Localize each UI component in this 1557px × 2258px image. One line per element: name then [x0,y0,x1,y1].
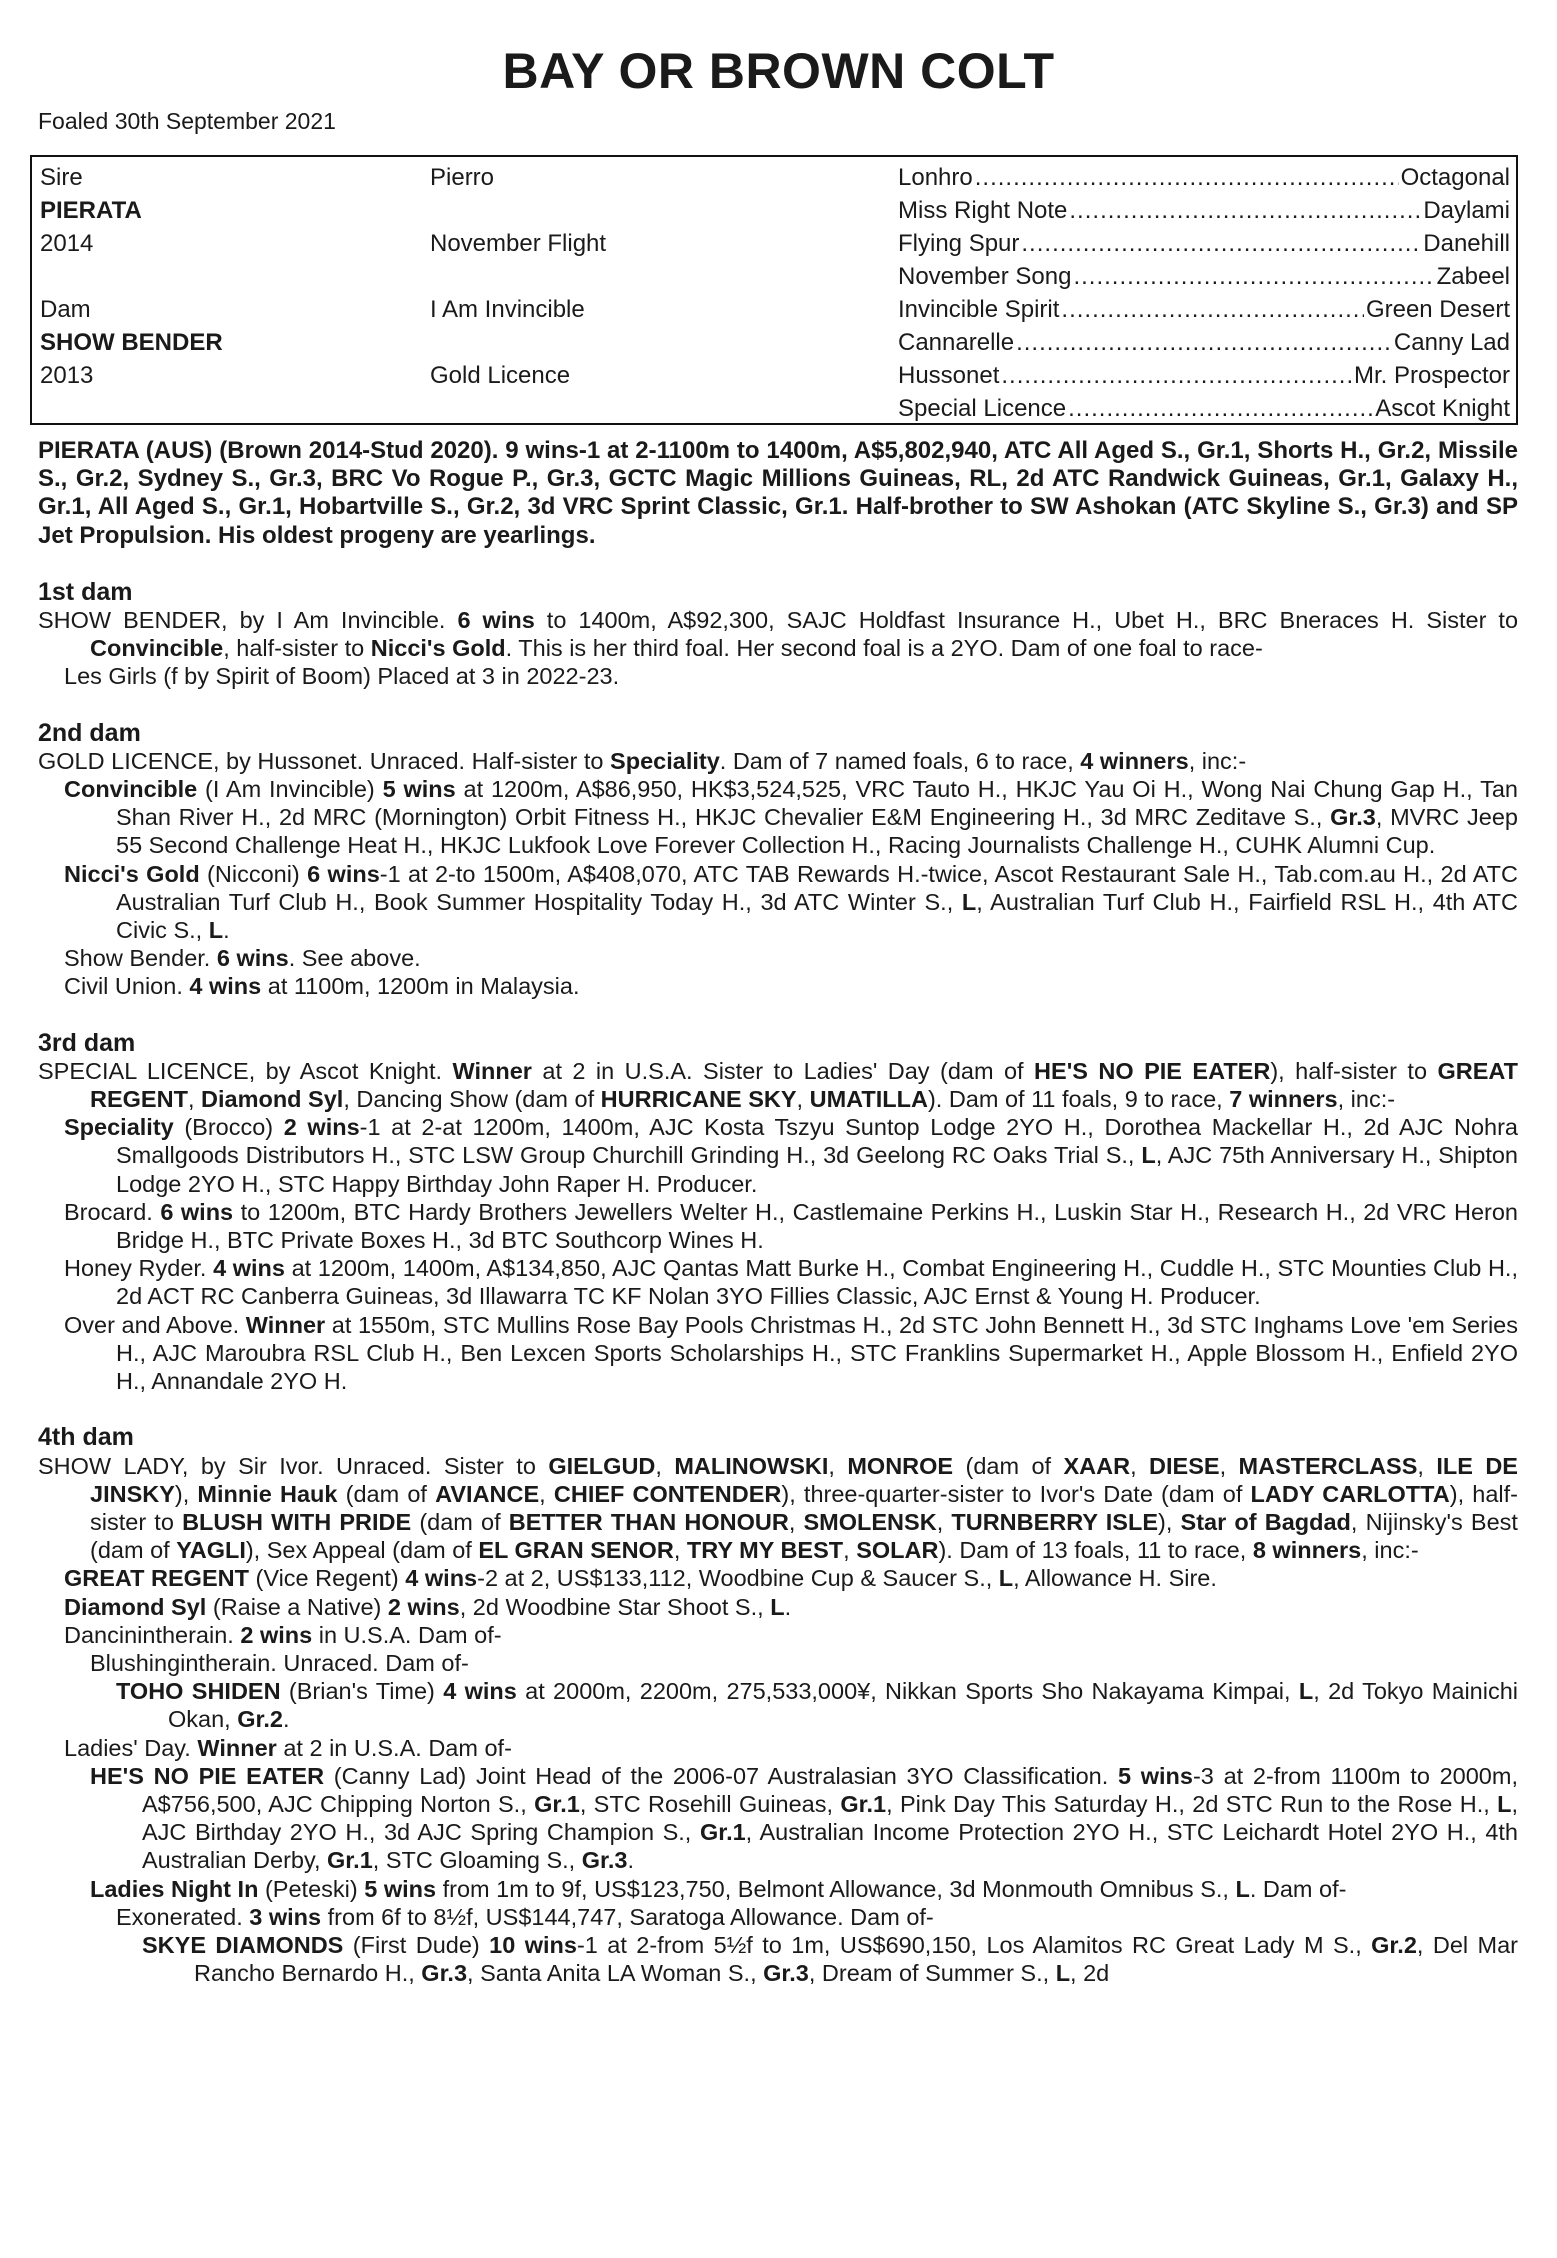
dam3-foal-over-and-above: Over and Above. Winner at 1550m, STC Mullins Rose Bay Pools Christmas H., 2d STC John Bennett H., 3d STC Inghams Love 'em Series H., AJC Maroubra RSL Club H., Ben Lexcen Sports Scholarships H., STC Franklins Supermarket H., Apple Blossom H., Enfield 2YO H., Annandale 2YO H. [64,1311,1518,1395]
dam2-entry: GOLD LICENCE, by Hussonet. Unraced. Half-sister to Speciality. Dam of 7 named foals, 6 to race, 4 winners, inc:- [38,747,1247,774]
sire-year: 2014 [40,230,94,257]
dam1-entry: SHOW BENDER, by I Am Invincible. 6 wins to 1400m, A$92,300, SAJC Holdfast Insurance H., Ubet H., BRC Bneraces H. Sister to Convincible, half-sister to Nicci's Gold. This is her third foal. Her second foal is a 2YO. Dam of one foal to race- [38,607,1519,662]
dam4-foal-ladies-day: Ladies' Day. Winner at 2 in U.S.A. Dam of- [64,1734,512,1761]
dam3-entry: SPECIAL LICENCE, by Ascot Knight. Winner at 2 in U.S.A. Sister to Ladies' Day (dam of HE'S NO PIE EATER), half-sister to GREAT REGENT, Diamond Syl, Dancing Show (dam of HURRICANE SKY, UMATILLA). Dam of 11 foals, 9 to race, 7 winners, inc:- [38,1057,1518,1113]
dam3-foal-honey-ryder: Honey Ryder. 4 wins at 1200m, 1400m, A$134,850, AJC Qantas Matt Burke H., Combat Engineering H., Cuddle H., STC Mounties Club H., 2d ACT RC Canberra Guineas, 3d Illawarra TC KF Nolan 3YO Fillies Classic, AJC Ernst & Young H. Producer. [64,1255,1518,1310]
grandsire-dam: I Am Invincible [430,296,585,323]
sire-name: PIERATA [40,197,142,224]
dam4-foal-diamond-syl: Diamond Syl (Raise a Native) 2 wins, 2d Woodbine Star Shoot S., L. [64,1593,792,1620]
dam4-hes-no-pie-eater: HE'S NO PIE EATER (Canny Lad) Joint Head of the 2006-07 Australasian 3YO Classification. 5 wins-3 at 2-from 1100m to 2000m, A$756,500, AJC Chipping Norton S., Gr.1, STC Rosehill Guineas, Gr.1, Pink Day This Saturday H., 2d STC Run to the Rose H., L, AJC Birthday 2YO H., 3d AJC Spring Champion S., Gr.1, Australian Income Protection 2YO H., STC Leichardt Hotel 2YO H., 4th Australian Derby, Gr.1, STC Gloaming S., Gr.3. [90,1762,1519,1874]
pedigree-col-parents [40,161,450,392]
dam2-foal-civil-union: Civil Union. 4 wins at 1100m, 1200m in Malaysia. [64,973,580,1000]
page-title: BAY OR BROWN COLT [502,43,1055,99]
heading-3rd-dam: 3rd dam [38,1028,136,1057]
dam4-skye-diamonds: SKYE DIAMONDS (First Dude) 10 wins-1 at 2-from 5½f to 1m, US$690,150, Los Alamitos RC Great Lady M S., Gr.2, Del Mar Rancho Bernardo H., Gr.3, Santa Anita LA Woman S., Gr.3, Dream of Summer S., L, 2d [142,1931,1519,1987]
dam-year: 2013 [40,362,94,389]
foaled-date: Foaled 30th September 2021 [38,108,336,134]
dam4-exonerated: Exonerated. 3 wins from 6f to 8½f, US$144,747, Saratoga Allowance. Dam of- [116,1903,934,1930]
dam2-foal-convincible: Convincible (I Am Invincible) 5 wins at 1200m, A$86,950, HK$3,524,525, VRC Tauto H., HKJC Yau Oi H., Wong Nai Chung Gap H., Tan Shan River H., 2d MRC (Mornington) Orbit Fitness H., HKJC Chevalier E&M Engineering H., 3d MRC Zeditave S., Gr.3, MVRC Jeep 55 Second Challenge Heat H., HKJC Lukfook Love Forever Collection H., Racing Journalists Challenge H., CUHK Alumni Cup. [64,776,1518,859]
pedigree-col-great-grandparents [898,161,1510,425]
grandsire-sire: Pierro [430,164,495,191]
dam4-blushingintherain: Blushingintherain. Unraced. Dam of- [90,1649,469,1676]
pedigree-notes [38,437,1518,1987]
dam3-foal-brocard: Brocard. 6 wins to 1200m, BTC Hardy Brothers Jewellers Welter H., Castlemaine Perkins H., Luskin Star H., Research H., 2d VRC Heron Bridge H., BTC Private Boxes H., 3d BTC Southcorp Wines H. [64,1198,1518,1254]
ancestor-row: Flying Spur ..... Danehill [898,227,1510,260]
ancestor-row: November Song ..... Zabeel [898,260,1510,293]
label-dam: Dam [40,296,91,323]
dam1-foal: Les Girls (f by Spirit of Boom) Placed at 3 in 2022-23. [64,663,620,690]
heading-1st-dam: 1st dam [38,577,133,606]
dam2-foal-show-bender: Show Bender. 6 wins. See above. [64,945,421,972]
ancestor-row: Special Licence ..... Ascot Knight [898,392,1510,425]
dam4-foal-great-regent: GREAT REGENT (Vice Regent) 4 wins-2 at 2, US$133,112, Woodbine Cup & Saucer S., L, Allowance H. Sire. [64,1565,1217,1592]
ancestor-row: Miss Right Note ..... Daylami [898,194,1510,227]
heading-2nd-dam: 2nd dam [38,718,141,747]
sire-summary: PIERATA (AUS) (Brown 2014-Stud 2020). 9 wins-1 at 2-1100m to 1400m, A$5,802,940, ATC All Aged S., Gr.1, Shorts H., Gr.2, Missile S., Gr.2, Sydney S., Gr.3, BRC Vo Rogue P., Gr.3, GCTC Magic Millions Guineas, RL, 2d ATC Randwick Guineas, Gr.1, Galaxy H., Gr.1, All Aged S., Gr.1, Hobartville S., Gr.2, 3d VRC Sprint Classic, Gr.1. Half-brother to SW Ashokan (ATC Skyline S., Gr.3) and SP Jet Propulsion. His oldest progeny are yearlings. [38,437,1518,549]
pedigree-table [30,155,1518,425]
dam4-entry: SHOW LADY, by Sir Ivor. Unraced. Sister to GIELGUD, MALINOWSKI, MONROE (dam of XAAR, DIESE, MASTERCLASS, ILE DE JINSKY), Minnie Hauk (dam of AVIANCE, CHIEF CONTENDER), three-quarter-sister to Ivor's Date (dam of LADY CARLOTTA), half-sister to BLUSH WITH PRIDE (dam of BETTER THAN HONOUR, SMOLENSK, TURNBERRY ISLE), Star of Bagdad, Nijinsky's Best (dam of YAGLI), Sex Appeal (dam of EL GRAN SENOR, TRY MY BEST, SOLAR). Dam of 13 foals, 11 to race, 8 winners, inc:- [38,1452,1518,1564]
ancestor-row: Hussonet ..... Mr. Prospector [898,359,1510,392]
dam4-foal-dancinintherain: Dancinintherain. 2 wins in U.S.A. Dam of- [64,1621,502,1648]
dam2-foal-niccis-gold: Nicci's Gold (Nicconi) 6 wins-1 at 2-to 1500m, A$408,070, ATC TAB Rewards H.-twice, Ascot Restaurant Sale H., Tab.com.au H., 2d ATC Australian Turf Club H., Book Summer Hospitality Today H., 3d ATC Winter S., L, Australian Turf Club H., Fairfield RSL H., 4th ATC Civic S., L. [64,860,1518,944]
dam4-ladies-night-in: Ladies Night In (Peteski) 5 wins from 1m to 9f, US$123,750, Belmont Allowance, 3d Monmouth Omnibus S., L. Dam of- [90,1875,1347,1902]
granddam-sire: November Flight [430,230,607,257]
label-sire: Sire [40,164,83,191]
granddam-dam: Gold Licence [430,362,571,389]
pedigree-col-grandparents [430,161,900,392]
ancestor-row: Lonhro ..... Octagonal [898,161,1510,194]
ancestor-row: Cannarelle ..... Canny Lad [898,326,1510,359]
dam-name: SHOW BENDER [40,329,223,356]
dam3-foal-speciality: Speciality (Brocco) 2 wins-1 at 2-at 1200m, 1400m, AJC Kosta Tszyu Suntop Lodge 2YO H., Dorothea Mackellar H., 2d AJC Nohra Smallgoods Distributors H., STC LSW Group Churchill Grinding H., 3d Geelong RC Oaks Trial S., L, AJC 75th Anniversary H., Shipton Lodge 2YO H., STC Happy Birthday John Raper H. Producer. [64,1114,1518,1197]
dam4-toho-shiden: TOHO SHIDEN (Brian's Time) 4 wins at 2000m, 2200m, 275,533,000¥, Nikkan Sports Sho Nakayama Kimpai, L, 2d Tokyo Mainichi Okan, Gr.2. [116,1678,1519,1733]
ancestor-row: Invincible Spirit ..... Green Desert [898,293,1510,326]
heading-4th-dam: 4th dam [38,1423,134,1452]
